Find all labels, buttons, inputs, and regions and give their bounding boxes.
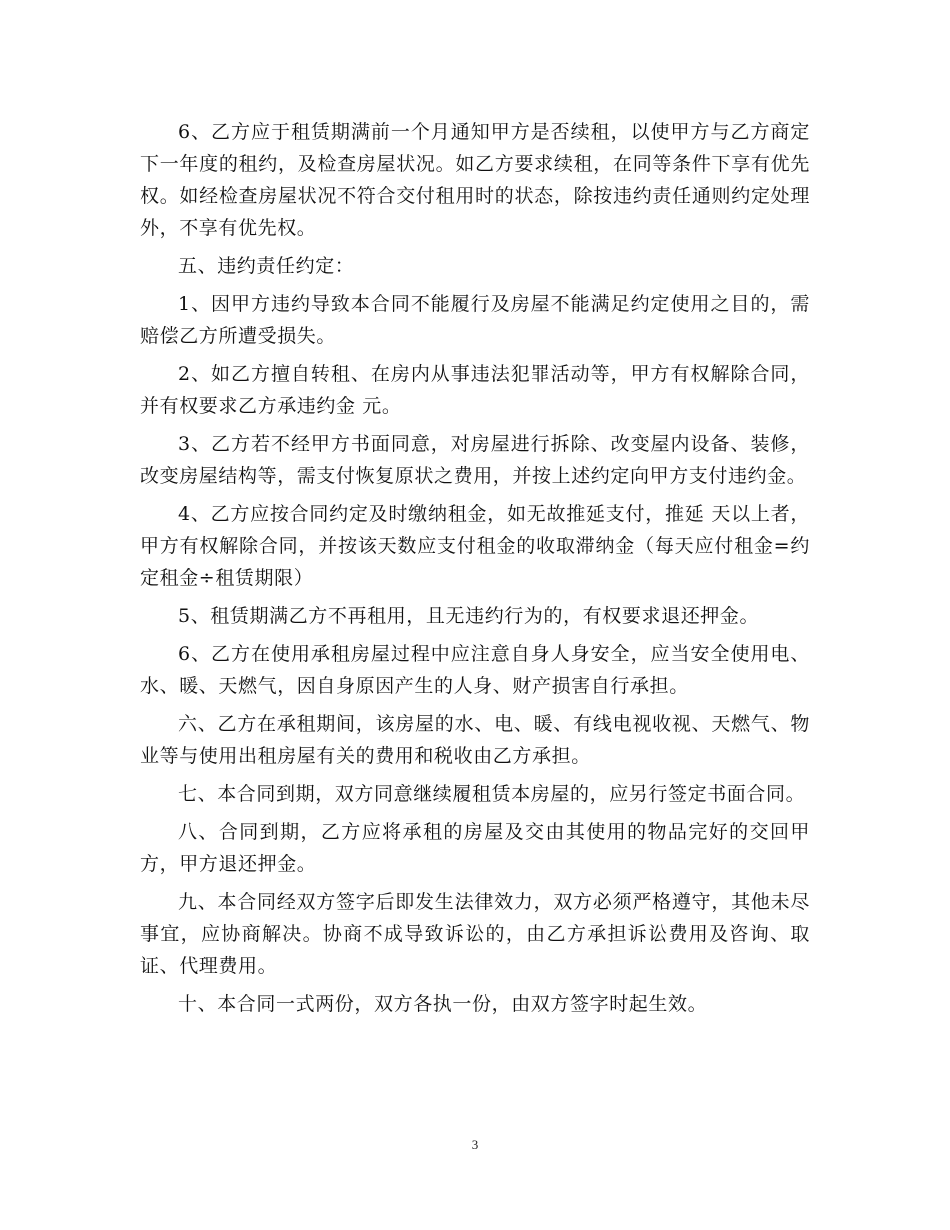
paragraph-deposit-refund: 5、租赁期满乙方不再租用，且无违约行为的，有权要求退还押金。 <box>178 605 760 627</box>
paragraph-property-return: 八、合同到期，乙方应将承租的房屋及交由其使用的物品完好的交回甲方，甲方退还押金。 <box>140 821 810 875</box>
paragraph-copies: 十、本合同一式两份，双方各执一份，由双方签字时起生效。 <box>178 993 708 1015</box>
section-heading-breach-liability: 五、违约责任约定： <box>178 255 355 277</box>
page-number: 3 <box>471 1137 479 1152</box>
paragraph-late-payment: 4、乙方应按合同约定及时缴纳租金，如无故推延支付，推延 天以上者，甲方有权解除合同，并按该天数应支付租金的收取滞纳金（每天应付租金=约定租金÷租赁期限） <box>140 503 810 589</box>
document-body <box>140 116 810 1026</box>
paragraph-legal-effect: 九、本合同经双方签字后即发生法律效力，双方必须严格遵守，其他未尽事宜，应协商解决。协商不成导致诉讼的，由乙方承担诉讼费用及咨询、取证、代理费用。 <box>140 891 810 977</box>
paragraph-contract-renewal: 七、本合同到期，双方同意继续履租赁本房屋的，应另行签定书面合同。 <box>178 783 806 805</box>
paragraph-personal-safety: 6、乙方在使用承租房屋过程中应注意自身人身安全，应当安全使用电、水、暖、天燃气，因自身原因产生的人身、财产损害自行承担。 <box>140 643 810 697</box>
paragraph-landlord-breach: 1、因甲方违约导致本合同不能履行及房屋不能满足约定使用之目的，需赔偿乙方所遭受损失。 <box>140 293 810 347</box>
paragraph-renewal-notice: 6、乙方应于租赁期满前一个月通知甲方是否续租，以使甲方与乙方商定下一年度的租约，及检查房屋状况。如乙方要求续租，在同等条件下享有优先权。如经检查房屋状况不符合交付租用时的状态，除按违约责任通则约定处理外，不享有优先权。 <box>140 121 810 239</box>
paragraph-utility-fees: 六、乙方在承租期间，该房屋的水、电、暖、有线电视收视、天燃气、物业等与使用出租房屋有关的费用和税收由乙方承担。 <box>140 713 810 767</box>
paragraph-sublet-penalty: 2、如乙方擅自转租、在房内从事违法犯罪活动等，甲方有权解除合同，并有权要求乙方承违约金 元。 <box>140 363 810 417</box>
paragraph-alteration-penalty: 3、乙方若不经甲方书面同意，对房屋进行拆除、改变屋内设备、装修，改变房屋结构等，需支付恢复原状之费用，并按上述约定向甲方支付违约金。 <box>140 433 810 487</box>
